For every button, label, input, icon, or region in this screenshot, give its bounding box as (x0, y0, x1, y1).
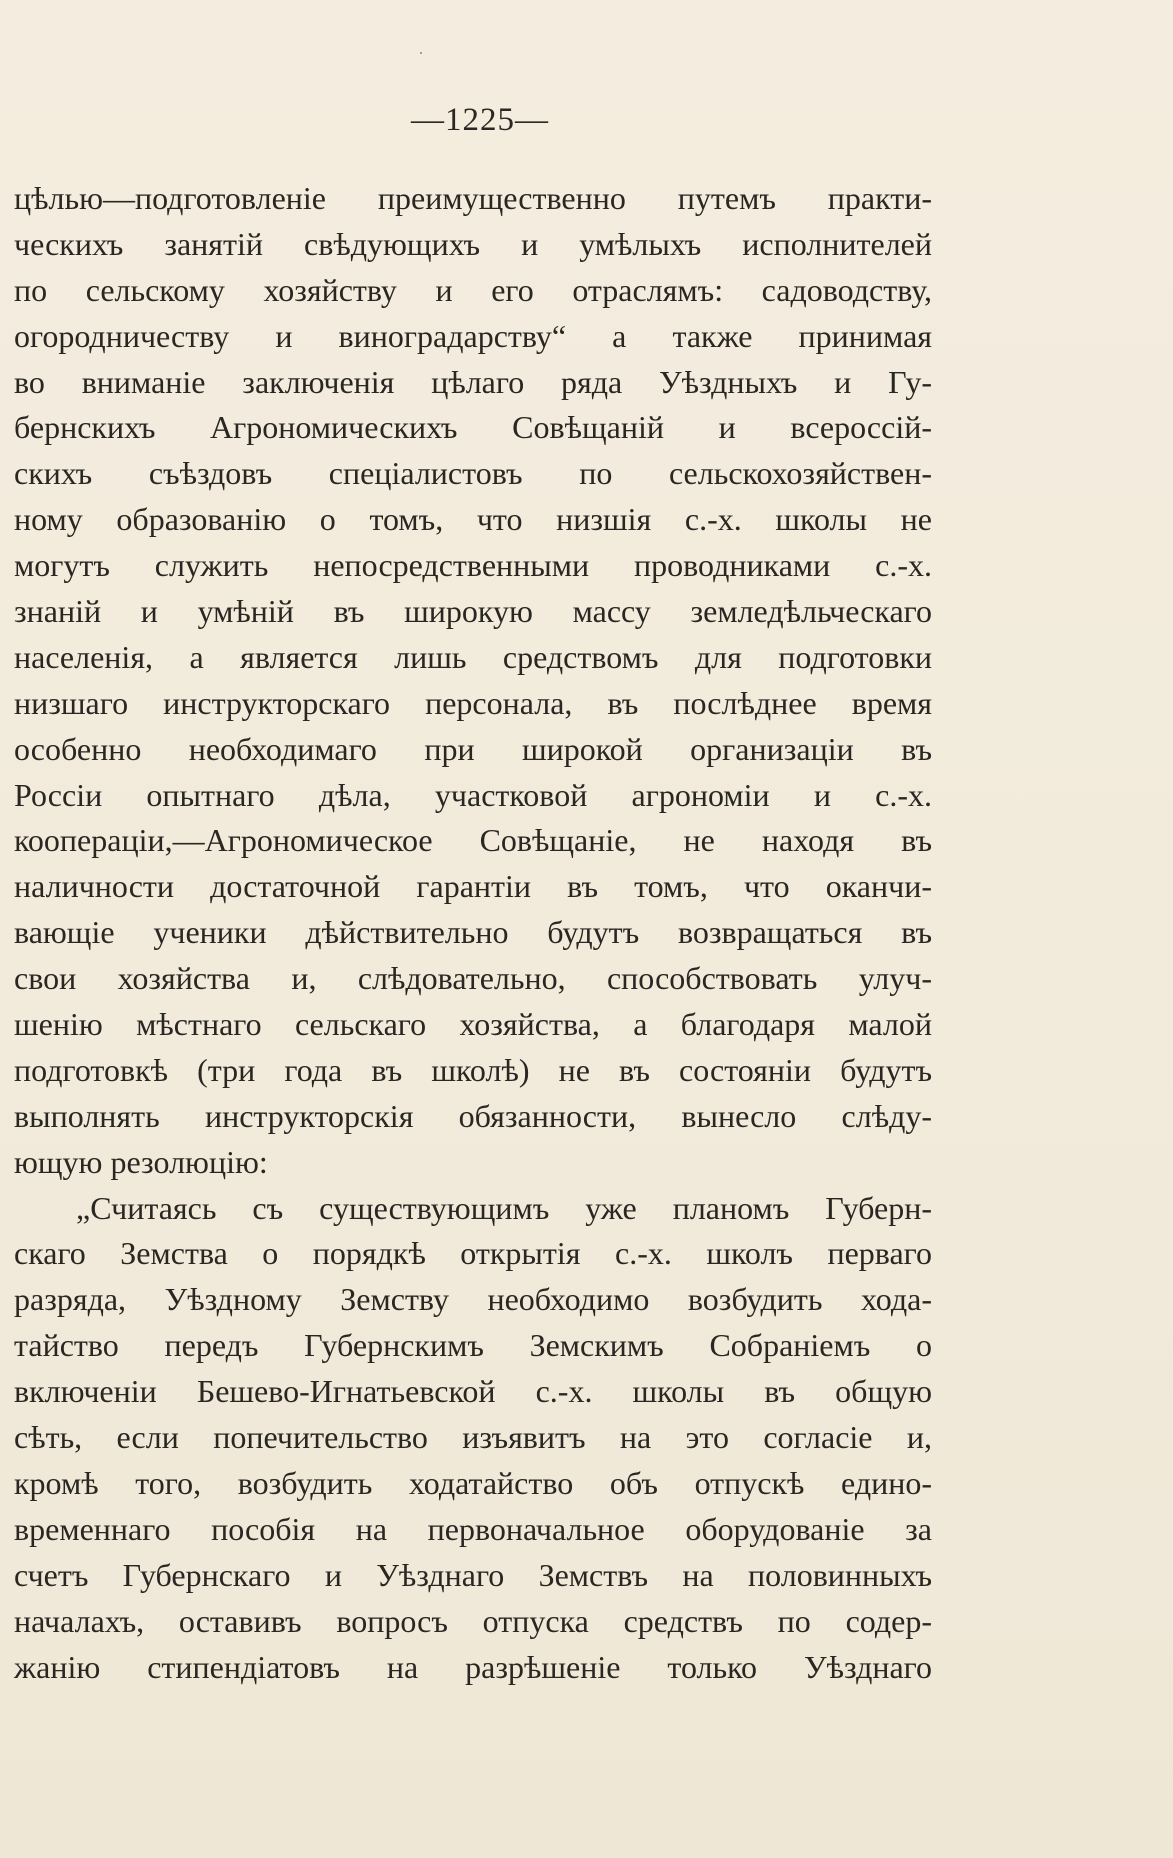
page-number: —1225— (411, 102, 549, 138)
text-line: во вниманіе заключенія цѣлаго ряда Уѣздныхъ и Гу- (14, 363, 932, 400)
text-line: огородничеству и виноградарству“ а также принимая (14, 317, 932, 354)
text-line: подготовкѣ (три года въ школѣ) не въ состояніи будутъ (14, 1051, 932, 1088)
text-line: ному образованію о томъ, что низшія с.-х. школы не (14, 501, 932, 538)
text-line: коопераціи,—Агрономическое Совѣщаніе, не находя въ (14, 822, 932, 859)
text-line: включеніи Бешево-Игнатьевской с.-х. школы въ общую (14, 1373, 932, 1410)
text-line: кромѣ того, возбудить ходатайство объ отпускѣ едино- (14, 1464, 932, 1501)
body-text (14, 176, 932, 1690)
text-line: свои хозяйства и, слѣдовательно, способствовать улуч- (14, 960, 932, 997)
text-line: бернскихъ Агрономическихъ Совѣщаній и всероссій- (14, 409, 932, 446)
text-line: скаго Земства о порядкѣ открытія с.-х. школъ перваго (14, 1235, 932, 1272)
text-line: особенно необходимаго при широкой организаціи въ (14, 730, 932, 767)
text-line: низшаго инструкторскаго персонала, въ послѣднее время (14, 684, 932, 721)
text-line: знаній и умѣній въ широкую массу земледѣльческаго (14, 593, 932, 630)
text-line-paragraph-start: „Считаясь съ существующимъ уже планомъ Губерн- (76, 1189, 932, 1226)
text-line: вающіе ученики дѣйствительно будутъ возвращаться въ (14, 914, 932, 951)
text-line: счетъ Губернскаго и Уѣзднаго Земствъ на половинныхъ (14, 1556, 932, 1593)
text-line: тайство передъ Губернскимъ Земскимъ Собраніемъ о (14, 1327, 932, 1364)
text-line-paragraph-end: ющую резолюцію: (14, 1143, 268, 1180)
text-line: наличности достаточной гарантіи въ томъ, что оканчи- (14, 868, 932, 905)
text-line: временнаго пособія на первоначальное оборудованіе за (14, 1510, 932, 1547)
text-line: могутъ служить непосредственными проводниками с.-х. (14, 547, 932, 584)
text-line: выполнять инструкторскія обязанности, вынесло слѣду- (14, 1097, 932, 1134)
text-line: цѣлью—подготовленіе преимущественно путемъ практи- (14, 180, 932, 216)
text-line: Россіи опытнаго дѣла, участковой агрономіи и с.-х. (14, 776, 932, 813)
text-line: ческихъ занятій свѣдующихъ и умѣлыхъ исполнителей (14, 225, 932, 262)
text-line: сѣть, если попечительство изъявитъ на это согласіе и, (14, 1419, 932, 1456)
text-line: по сельскому хозяйству и его отраслямъ: садоводству, (14, 271, 932, 308)
print-speck (420, 52, 422, 54)
text-line: жанію стипендіатовъ на разрѣшеніе только Уѣзднаго (14, 1648, 932, 1685)
text-line: началахъ, оставивъ вопросъ отпуска средствъ по содер- (14, 1602, 932, 1639)
text-line: скихъ съѣздовъ спеціалистовъ по сельскохозяйствен- (14, 455, 932, 492)
text-line: разряда, Уѣздному Земству необходимо возбудить хода- (14, 1281, 932, 1318)
text-line: населенія, а является лишь средствомъ для подготовки (14, 638, 932, 675)
text-line: шенію мѣстнаго сельскаго хозяйства, а благодаря малой (14, 1006, 932, 1043)
